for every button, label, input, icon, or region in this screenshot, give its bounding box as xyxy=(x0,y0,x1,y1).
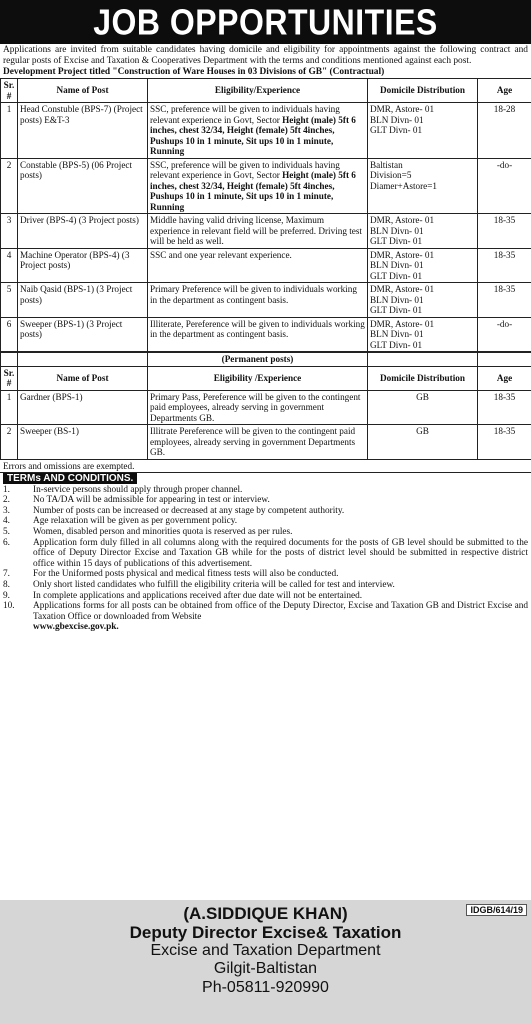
row-age: 18-35 xyxy=(478,214,531,249)
term-text: In complete applications and applications received after due date will not be entertained. xyxy=(33,590,363,601)
header-domicile: Domicile Distribution xyxy=(368,366,478,390)
row-domicile xyxy=(368,317,478,352)
domicile-line: BLN Divn- 01 xyxy=(370,260,424,270)
row-age: 18-35 xyxy=(478,390,531,425)
header-sr: Sr. # xyxy=(1,366,18,390)
row-post: Sweeper (BPS-1) (3 Project posts) xyxy=(18,317,148,352)
table-row xyxy=(1,283,531,318)
domicile-line: BLN Divn- 01 xyxy=(370,329,424,339)
domicile-line: Diamer+Astore=1 xyxy=(370,180,437,191)
domicile-line: BLN Divn- 01 xyxy=(370,294,424,305)
signature-block xyxy=(0,900,531,1024)
row-eligibility xyxy=(148,214,368,249)
errors-note: Errors and omissions are exempted. xyxy=(0,460,531,473)
row-sr: 4 xyxy=(1,248,18,283)
row-post: Sweeper (BS-1) xyxy=(18,425,148,460)
header-post: Name of Post xyxy=(18,79,148,103)
term-text: For the Uniformed posts physical and medical fitness tests will also be conducted. xyxy=(33,569,339,580)
row-sr: 1 xyxy=(1,390,18,425)
term-text: Application form duly filled in all columns along with the required documents for the posts of GB level should be submitted to the office of Deputy Director Excise and Taxation GB while for the posts of district level should be submitted in respective district office within 15 days of publications of this advertisement. xyxy=(33,537,528,569)
row-domicile xyxy=(368,158,478,214)
term-number: 6. xyxy=(3,537,10,548)
domicile-line: Baltistan xyxy=(370,159,403,170)
domicile-line: DMR, Astore- 01 xyxy=(370,284,435,294)
eligibility-physical: Height (male) 5ft 6 inches, chest 32/34, Height (female) 5ft 4inches, Pushups 10 in 1 minute, Sit ups 10 in 1 minute, Running xyxy=(150,114,356,156)
domicile-line: GLT Divn- 01 xyxy=(370,236,423,246)
project-subheading: Development Project titled "Construction of Ware Houses in 03 Divisions of GB" (Contractual) xyxy=(3,67,385,77)
domicile-line: GLT Divn- 01 xyxy=(370,305,423,315)
row-sr: 2 xyxy=(1,425,18,460)
phone-number: Ph-05811-920990 xyxy=(202,978,329,996)
row-post: Constable (BPS-5) (06 Project posts) xyxy=(18,158,148,214)
domicile-line: DMR, Astore- 01 xyxy=(370,318,435,329)
row-post: Head Constuble (BPS-7) (Project posts) E&T-3 xyxy=(18,103,148,159)
row-eligibility xyxy=(148,103,368,159)
table-row xyxy=(1,103,531,159)
list-item xyxy=(3,580,528,591)
table-row xyxy=(1,425,531,460)
row-age: 18-28 xyxy=(478,103,531,159)
department-name: Excise and Taxation Department xyxy=(150,942,381,960)
term-number: 7. xyxy=(3,569,10,580)
eligibility-text: Middle having valid driving license, Maximum experience in relevant field will be preferred. Driving test will be held as well. xyxy=(150,215,362,246)
row-eligibility xyxy=(148,158,368,214)
intro-paragraph: Applications are invited from suitable candidates having domicile and eligibility for appointments against the following contract and regular posts of Excise and Taxation & Cooperatives Department with the terms and conditions mentioned against each post. xyxy=(3,45,528,66)
header-domicile: Domicile Distribution xyxy=(368,79,478,103)
header-post: Name of Post xyxy=(18,366,148,390)
contract-posts-table xyxy=(0,78,531,352)
term-number: 3. xyxy=(3,505,10,516)
header-eligibility: Eligibility /Experience xyxy=(148,366,368,390)
row-eligibility xyxy=(148,317,368,352)
term-number: 2. xyxy=(3,495,10,506)
row-post: Driver (BPS-4) (3 Project posts) xyxy=(18,214,148,249)
terms-heading: TERMs AND CONDITIONS. xyxy=(3,473,137,484)
eligibility-text: SSC, preference will be given to individuals having relevant experience in Govt, Sector xyxy=(150,159,340,180)
term-number: 10. xyxy=(3,601,15,612)
permanent-posts-title: (Permanent posts) xyxy=(148,353,368,367)
row-eligibility: Primary Pass, Pereference will be given to the contingent paid employees, already serving in government Departments GB. xyxy=(148,390,368,425)
reference-number: IDGB/614/19 xyxy=(466,904,527,916)
row-age: -do- xyxy=(478,158,531,214)
header-age: Age xyxy=(478,366,531,390)
table-header-row xyxy=(1,366,531,390)
eligibility-text: Illiterate, Pereference will be given to individuals working in the department as contingent basis. xyxy=(150,318,365,339)
row-sr: 3 xyxy=(1,214,18,249)
row-eligibility: Illitrate Pereference will be given to the contingent paid employees, already serving in government Departments GB. xyxy=(148,425,368,460)
domicile-line: DMR, Astore- 01 xyxy=(370,215,435,225)
list-item xyxy=(3,527,528,538)
table-row xyxy=(1,248,531,283)
officer-name: (A.SIDDIQUE KHAN) xyxy=(183,904,348,923)
domicile-line: GLT Divn- 01 xyxy=(370,339,423,350)
row-post: Naib Qasid (BPS-1) (3 Project posts) xyxy=(18,283,148,318)
list-item xyxy=(3,516,528,527)
term-text: Number of posts can be increased or decreased at any stage by competent authority. xyxy=(33,505,345,516)
eligibility-text: SSC and one year relevant experience. xyxy=(150,249,292,260)
header-eligibility: Eligibility/Experience xyxy=(148,79,368,103)
row-eligibility xyxy=(148,248,368,283)
domicile-line: DMR, Astore- 01 xyxy=(370,104,435,114)
row-post: Gardner (BPS-1) xyxy=(18,390,148,425)
list-item xyxy=(3,591,528,602)
table-row xyxy=(1,390,531,425)
title-banner xyxy=(0,0,531,44)
term-number: 4. xyxy=(3,516,10,527)
list-item xyxy=(3,569,528,580)
row-age: 18-35 xyxy=(478,248,531,283)
row-domicile xyxy=(368,248,478,283)
term-text: Age relaxation will be given as per government policy. xyxy=(33,516,238,527)
row-domicile: GB xyxy=(368,425,478,460)
term-number: 9. xyxy=(3,590,10,601)
term-text: Applications forms for all posts can be obtained from office of the Deputy Director, Excise and Taxation GB and District Excise and Taxation Office or downloaded from Website xyxy=(33,601,528,622)
page-title: JOB OPPORTUNITIES xyxy=(93,1,438,43)
permanent-posts-table xyxy=(0,352,531,460)
term-number: 1. xyxy=(3,484,10,495)
officer-designation: Deputy Director Excise& Taxation xyxy=(129,923,402,943)
table-row xyxy=(1,317,531,352)
row-sr: 6 xyxy=(1,317,18,352)
row-domicile xyxy=(368,103,478,159)
eligibility-text: Primary Preference will be given to individuals working in the department as contingent basis. xyxy=(150,284,357,305)
term-text: Only short listed candidates who fulfill the eligibility criteria will be called for test and interview. xyxy=(33,579,395,590)
row-age: 18-35 xyxy=(478,425,531,460)
term-number: 5. xyxy=(3,527,10,537)
row-domicile xyxy=(368,214,478,249)
term-text: No TA/DA will be admissible for appearing in test or interview. xyxy=(33,495,270,506)
domicile-line: BLN Divn- 01 xyxy=(370,225,424,236)
list-item xyxy=(3,538,528,570)
eligibility-text: SSC, preference will be given to individuals having relevant experience in Govt, Sector xyxy=(150,104,340,125)
location: Gilgit-Baltistan xyxy=(213,960,318,978)
row-domicile: GB xyxy=(368,390,478,425)
list-item xyxy=(3,495,528,506)
domicile-line: Division=5 xyxy=(370,170,412,180)
row-age: -do- xyxy=(478,317,531,352)
list-item xyxy=(3,601,528,622)
terms-list xyxy=(0,485,531,623)
row-post: Machine Operator (BPS-4) (3 Project posts) xyxy=(18,248,148,283)
list-item xyxy=(3,506,528,517)
row-sr: 5 xyxy=(1,283,18,318)
domicile-line: GLT Divn- 01 xyxy=(370,125,423,135)
domicile-line: DMR, Astore- 01 xyxy=(370,249,435,260)
domicile-line: BLN Divn- 01 xyxy=(370,114,424,125)
term-number: 8. xyxy=(3,579,10,590)
row-eligibility xyxy=(148,283,368,318)
table-row xyxy=(1,214,531,249)
header-age: Age xyxy=(478,79,531,103)
permanent-posts-title-row xyxy=(1,353,531,367)
website-link[interactable]: www.gbexcise.gov.pk. xyxy=(33,622,119,633)
row-sr: 1 xyxy=(1,103,18,159)
list-item xyxy=(3,485,528,496)
eligibility-physical: Height (male) 5ft 6 inches, chest 32/34, Height (female) 5ft 4inches, Pushups 10 in 1 minute, Sit ups 10 in 1 minute, Running xyxy=(150,170,356,212)
term-text: In-service persons should apply through proper channel. xyxy=(33,484,243,495)
table-header-row xyxy=(1,79,531,103)
row-sr: 2 xyxy=(1,158,18,214)
row-domicile xyxy=(368,283,478,318)
row-age: 18-35 xyxy=(478,283,531,318)
term-text: Women, disabled person and minorities quota is reserved as per rules. xyxy=(33,527,293,537)
header-sr: Sr. # xyxy=(1,79,18,103)
table-row xyxy=(1,158,531,214)
domicile-line: GLT Divn- 01 xyxy=(370,270,423,281)
